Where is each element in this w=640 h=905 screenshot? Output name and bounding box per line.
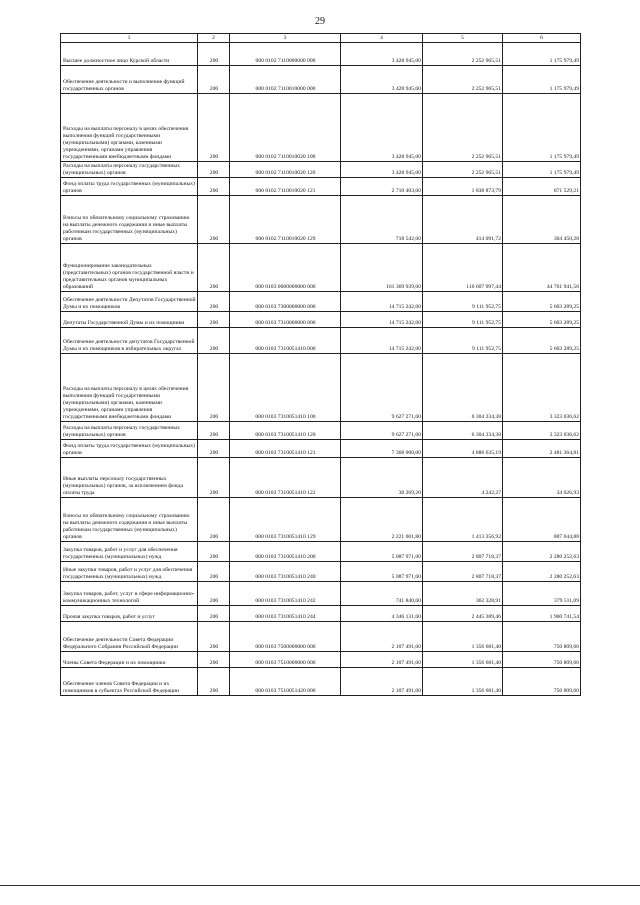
- row-name-cell: Обеспечение деятельности Совета Федерации Федерального Собрания Российской Федерации: [61, 622, 198, 652]
- table-row: [61, 498, 581, 542]
- row-name-cell: Депутаты Государственной Думы и их помощники: [61, 312, 198, 328]
- table-row: [61, 178, 581, 196]
- row-executed-amount-cell: 9 111 952,75: [423, 292, 503, 312]
- row-approved-amount-cell: 2 107 491,00: [341, 668, 423, 696]
- row-approved-amount-cell: 3 428 945,00: [341, 94, 423, 162]
- row-admin-code-cell: 200: [198, 292, 230, 312]
- row-executed-amount-cell: 2 252 965,51: [423, 43, 503, 66]
- table-row: [61, 312, 581, 328]
- row-budget-code-cell: 000 0103 7310000000 000: [230, 312, 341, 328]
- row-executed-amount-cell: 1 356 681,40: [423, 652, 503, 668]
- table-row: [61, 354, 581, 422]
- table-body: [61, 43, 581, 696]
- row-name-cell: Расходы на выплаты персоналу государственных (муниципальных) органов: [61, 162, 198, 178]
- row-executed-amount-cell: 116 607 997,44: [423, 244, 503, 292]
- row-admin-code-cell: 200: [198, 562, 230, 582]
- row-approved-amount-cell: 3 428 945,00: [341, 162, 423, 178]
- row-unexecuted-amount-cell: 807 644,88: [503, 498, 581, 542]
- row-executed-amount-cell: 4 242,27: [423, 458, 503, 498]
- row-approved-amount-cell: 14 715 242,00: [341, 328, 423, 354]
- row-unexecuted-amount-cell: 2 280 252,63: [503, 562, 581, 582]
- table-row: [61, 162, 581, 178]
- row-approved-amount-cell: 2 221 001,80: [341, 498, 423, 542]
- row-budget-code-cell: 000 0103 7310051410 121: [230, 440, 341, 458]
- row-name-cell: Функционирование законодательных (представительных) органов государственной власти и представительных органов муниципальных образований: [61, 244, 198, 292]
- row-unexecuted-amount-cell: 750 809,60: [503, 652, 581, 668]
- row-unexecuted-amount-cell: 2 481 364,81: [503, 440, 581, 458]
- row-name-cell: Иные закупки товаров, работ и услуг для обеспечения государственных (муниципальных) нужд: [61, 562, 198, 582]
- row-name-cell: Расходы на выплаты персоналу государственных (муниципальных) органов: [61, 422, 198, 440]
- row-executed-amount-cell: 2 252 965,51: [423, 66, 503, 94]
- row-admin-code-cell: 200: [198, 582, 230, 606]
- row-approved-amount-cell: 161 369 939,00: [341, 244, 423, 292]
- row-unexecuted-amount-cell: 1 175 979,49: [503, 94, 581, 162]
- row-admin-code-cell: 200: [198, 422, 230, 440]
- row-unexecuted-amount-cell: 34 026,93: [503, 458, 581, 498]
- row-approved-amount-cell: 9 627 271,00: [341, 354, 423, 422]
- row-executed-amount-cell: 4 886 635,19: [423, 440, 503, 458]
- table-row: [61, 668, 581, 696]
- row-name-cell: Прочая закупка товаров, работ и услуг: [61, 606, 198, 622]
- row-admin-code-cell: 200: [198, 66, 230, 94]
- row-unexecuted-amount-cell: 3 323 036,62: [503, 354, 581, 422]
- row-admin-code-cell: 200: [198, 43, 230, 66]
- row-approved-amount-cell: 2 107 491,00: [341, 652, 423, 668]
- row-budget-code-cell: 000 0103 7310051410 122: [230, 458, 341, 498]
- row-budget-code-cell: 000 0102 7110010020 129: [230, 196, 341, 244]
- row-executed-amount-cell: 1 413 356,92: [423, 498, 503, 542]
- row-name-cell: Иные выплаты персоналу государственных (муниципальных) органов, за исключением фонда оплаты труда: [61, 458, 198, 498]
- row-name-cell: Члены Совета Федерации и их помощники: [61, 652, 198, 668]
- row-admin-code-cell: 200: [198, 178, 230, 196]
- row-unexecuted-amount-cell: 1 900 741,54: [503, 606, 581, 622]
- row-budget-code-cell: 000 0103 7300000000 000: [230, 292, 341, 312]
- footer-rule: [0, 885, 640, 886]
- row-unexecuted-amount-cell: 5 603 289,25: [503, 292, 581, 312]
- table-row: [61, 622, 581, 652]
- row-budget-code-cell: 000 0103 7310051410 240: [230, 562, 341, 582]
- table-row: [61, 652, 581, 668]
- row-budget-code-cell: 000 0102 7110010000 000: [230, 66, 341, 94]
- row-unexecuted-amount-cell: 1 175 979,49: [503, 66, 581, 94]
- row-budget-code-cell: 000 0103 7310051410 242: [230, 582, 341, 606]
- row-budget-code-cell: 000 0103 7310051410 200: [230, 542, 341, 562]
- row-name-cell: Расходы на выплаты персоналу в целях обеспечения выполнения функций государственными (муниципальными) органами, казенными учреждениями, органами управления государственными внебюджетными фондами: [61, 94, 198, 162]
- row-approved-amount-cell: 2 107 491,00: [341, 622, 423, 652]
- row-approved-amount-cell: 14 715 242,00: [341, 312, 423, 328]
- table-row: [61, 458, 581, 498]
- row-admin-code-cell: 200: [198, 162, 230, 178]
- row-executed-amount-cell: 1 356 681,40: [423, 668, 503, 696]
- column-number: 3: [230, 34, 341, 43]
- row-unexecuted-amount-cell: 44 761 941,56: [503, 244, 581, 292]
- row-approved-amount-cell: 718 542,00: [341, 196, 423, 244]
- row-unexecuted-amount-cell: 3 323 036,62: [503, 422, 581, 440]
- column-number: 1: [61, 34, 198, 43]
- column-number: 5: [423, 34, 503, 43]
- row-approved-amount-cell: 5 087 971,00: [341, 562, 423, 582]
- row-approved-amount-cell: 3 428 945,00: [341, 66, 423, 94]
- row-executed-amount-cell: 2 807 718,37: [423, 542, 503, 562]
- row-budget-code-cell: 000 0103 7310051410 129: [230, 498, 341, 542]
- row-name-cell: Обеспечение деятельности Депутатов Государственной Думы и их помощников: [61, 292, 198, 312]
- row-admin-code-cell: 200: [198, 542, 230, 562]
- row-approved-amount-cell: 3 428 945,00: [341, 43, 423, 66]
- row-executed-amount-cell: 9 111 952,75: [423, 312, 503, 328]
- table-row: [61, 94, 581, 162]
- row-admin-code-cell: 200: [198, 328, 230, 354]
- row-executed-amount-cell: 1 838 873,79: [423, 178, 503, 196]
- row-executed-amount-cell: 414 091,72: [423, 196, 503, 244]
- row-unexecuted-amount-cell: 1 175 979,49: [503, 162, 581, 178]
- row-executed-amount-cell: 2 807 718,37: [423, 562, 503, 582]
- row-budget-code-cell: 000 0103 7510000000 000: [230, 652, 341, 668]
- row-name-cell: Высшее должностное лицо Курской области: [61, 43, 198, 66]
- column-number: 6: [503, 34, 581, 43]
- table-row: [61, 328, 581, 354]
- row-approved-amount-cell: 7 368 000,00: [341, 440, 423, 458]
- table-row: [61, 292, 581, 312]
- table-row: [61, 196, 581, 244]
- row-name-cell: Взносы по обязательному социальному страхованию на выплаты денежного содержания и иные выплаты работникам государственных (муниципальных) органов: [61, 498, 198, 542]
- row-admin-code-cell: 200: [198, 354, 230, 422]
- row-executed-amount-cell: 2 252 965,51: [423, 94, 503, 162]
- row-unexecuted-amount-cell: 379 511,09: [503, 582, 581, 606]
- row-admin-code-cell: 200: [198, 668, 230, 696]
- row-admin-code-cell: 200: [198, 498, 230, 542]
- row-budget-code-cell: 000 0103 7310051410 244: [230, 606, 341, 622]
- row-unexecuted-amount-cell: 750 809,60: [503, 622, 581, 652]
- row-executed-amount-cell: 6 304 234,38: [423, 354, 503, 422]
- row-unexecuted-amount-cell: 5 603 289,25: [503, 328, 581, 354]
- table-row: [61, 542, 581, 562]
- table-row: [61, 66, 581, 94]
- row-approved-amount-cell: 2 710 403,00: [341, 178, 423, 196]
- row-budget-code-cell: 000 0103 7310051410 000: [230, 328, 341, 354]
- table-row: [61, 244, 581, 292]
- row-admin-code-cell: 200: [198, 196, 230, 244]
- row-unexecuted-amount-cell: 750 809,60: [503, 668, 581, 696]
- row-unexecuted-amount-cell: 2 280 252,63: [503, 542, 581, 562]
- row-name-cell: Обеспечение членов Совета Федерации и их помощников в субъектах Российской Федерации: [61, 668, 198, 696]
- column-number: 2: [198, 34, 230, 43]
- row-budget-code-cell: 000 0102 7110010020 100: [230, 94, 341, 162]
- row-name-cell: Расходы на выплаты персоналу в целях обеспечения выполнения функций государственными (муниципальными) органами, казенными учреждениями, органами управления государственными внебюджетными фондами: [61, 354, 198, 422]
- row-budget-code-cell: 000 0103 7310051410 100: [230, 354, 341, 422]
- row-approved-amount-cell: 4 346 131,00: [341, 606, 423, 622]
- row-name-cell: Закупка товаров, работ и услуг для обеспечения государственных (муниципальных) нужд: [61, 542, 198, 562]
- row-executed-amount-cell: 9 111 952,75: [423, 328, 503, 354]
- row-admin-code-cell: 200: [198, 94, 230, 162]
- row-approved-amount-cell: 741 840,00: [341, 582, 423, 606]
- row-budget-code-cell: 000 0103 7310051410 120: [230, 422, 341, 440]
- page-number: 29: [315, 16, 325, 27]
- table-row: [61, 422, 581, 440]
- table-row: [61, 43, 581, 66]
- row-admin-code-cell: 200: [198, 440, 230, 458]
- row-admin-code-cell: 200: [198, 622, 230, 652]
- budget-table: [60, 33, 581, 696]
- row-approved-amount-cell: 5 087 971,00: [341, 542, 423, 562]
- row-executed-amount-cell: 2 252 965,51: [423, 162, 503, 178]
- row-budget-code-cell: 000 0102 7110010020 120: [230, 162, 341, 178]
- row-executed-amount-cell: 2 445 389,46: [423, 606, 503, 622]
- row-budget-code-cell: 000 0102 7110000000 000: [230, 43, 341, 66]
- row-name-cell: Взносы по обязательному социальному страхованию на выплаты денежного содержания и иные выплаты работникам государственных (муниципальных) органов: [61, 196, 198, 244]
- table-row: [61, 562, 581, 582]
- row-unexecuted-amount-cell: 304 450,28: [503, 196, 581, 244]
- row-admin-code-cell: 200: [198, 312, 230, 328]
- row-admin-code-cell: 200: [198, 606, 230, 622]
- row-budget-code-cell: 000 0103 7510051420 000: [230, 668, 341, 696]
- row-admin-code-cell: 200: [198, 244, 230, 292]
- row-executed-amount-cell: 362 328,91: [423, 582, 503, 606]
- row-name-cell: Фонд оплаты труда государственных (муниципальных) органов: [61, 440, 198, 458]
- row-executed-amount-cell: 6 304 234,38: [423, 422, 503, 440]
- table-row: [61, 606, 581, 622]
- column-number-row: [61, 34, 581, 43]
- row-admin-code-cell: 200: [198, 652, 230, 668]
- row-unexecuted-amount-cell: 1 175 979,49: [503, 43, 581, 66]
- row-budget-code-cell: 000 0103 7500000000 000: [230, 622, 341, 652]
- row-name-cell: Закупка товаров, работ, услуг в сфере информационно-коммуникационных технологий: [61, 582, 198, 606]
- row-name-cell: Фонд оплаты труда государственных (муниципальных) органов: [61, 178, 198, 196]
- row-budget-code-cell: 000 0103 0000000000 000: [230, 244, 341, 292]
- row-unexecuted-amount-cell: 871 529,21: [503, 178, 581, 196]
- row-executed-amount-cell: 1 356 681,40: [423, 622, 503, 652]
- row-name-cell: Обеспечение деятельности депутатов Государственной Думы и их помощников в избирательных округах: [61, 328, 198, 354]
- row-approved-amount-cell: 9 627 271,00: [341, 422, 423, 440]
- row-name-cell: Обеспечение деятельности и выполнение функций государственных органов: [61, 66, 198, 94]
- row-budget-code-cell: 000 0102 7110010020 121: [230, 178, 341, 196]
- table-row: [61, 440, 581, 458]
- table-row: [61, 582, 581, 606]
- column-number: 4: [341, 34, 423, 43]
- row-admin-code-cell: 200: [198, 458, 230, 498]
- row-approved-amount-cell: 38 269,20: [341, 458, 423, 498]
- row-unexecuted-amount-cell: 5 603 289,25: [503, 312, 581, 328]
- row-approved-amount-cell: 14 715 242,00: [341, 292, 423, 312]
